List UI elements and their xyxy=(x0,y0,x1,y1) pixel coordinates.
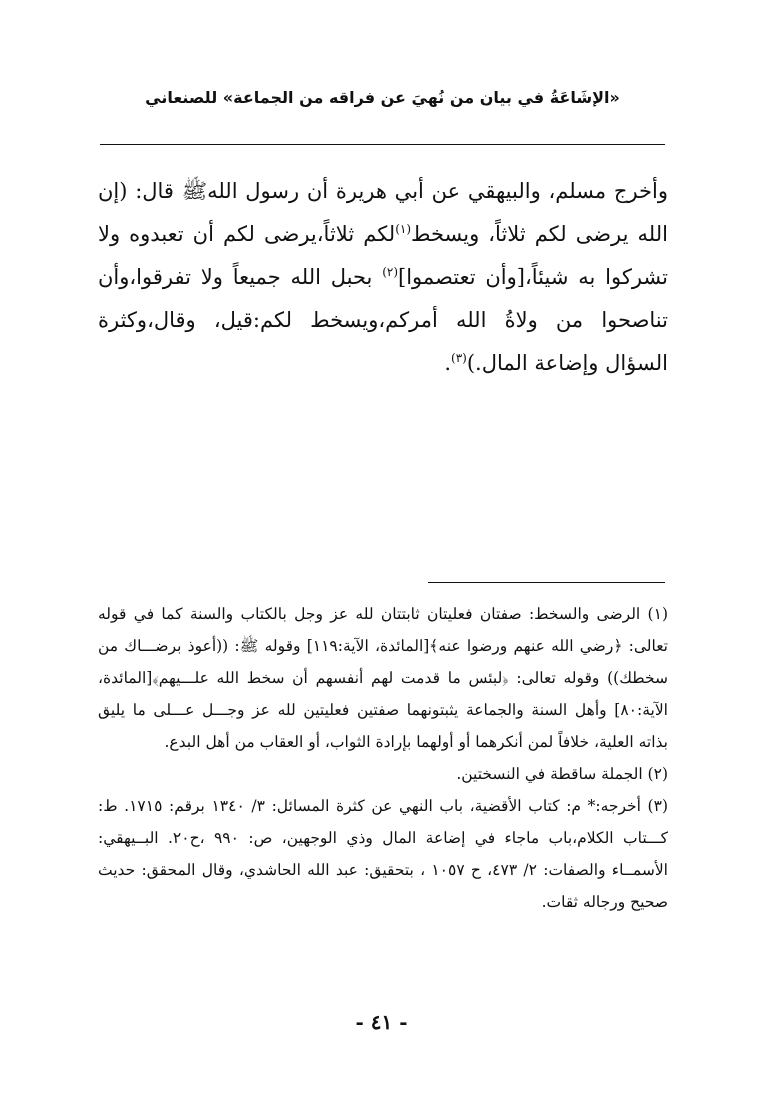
body-line: (إن الله يرضى لكم ثلاثاً، ويسخط xyxy=(98,179,668,246)
footnote: (٢) الجملة ساقطة في النسختين. xyxy=(456,765,668,783)
main-text xyxy=(98,170,668,385)
body-line: وأخرج مسلم، والبيهقي عن أبي هريرة أن رسول اللهﷺ قال: xyxy=(135,179,668,203)
footnote-mark: (٢) xyxy=(382,265,399,279)
footnotes xyxy=(98,598,668,918)
header-rule xyxy=(100,144,665,145)
body-line: بحبل الله جميعاً ولا تفرقوا،وأن تناصحوا xyxy=(98,265,668,332)
body-paragraph xyxy=(98,170,668,385)
footnote-separator xyxy=(428,582,665,583)
footnote: (٣) أخرجه:* م: كتاب الأقضية، باب النهي عن كثرة المسائل: ٣/ ١٣٤٠ برقم: ١٧١٥. ط: كـــتاب الكلام،باب ماجاء في إضاعة المال وذي الوجهين، ص: ٩٩٠ ،ح٢٠. البــيهقي: الأسمــاء والصفات: ٢/ ٤٧٣، ح ١٠٥٧ ، بتحقيق: عبد الله الحاشدي، وقال المحقق: حديث صحيح ورجاله ثقات. xyxy=(98,797,668,911)
body-line: . xyxy=(444,351,451,375)
running-header: «الإشَاعَةُ في بيان من نُهيَ عن فراقه من الجماعة» للصنعاني xyxy=(145,88,620,107)
body-line: تشركوا به شيئاً،[وأن تعتصموا] xyxy=(398,265,668,289)
body-line: المال.) xyxy=(466,351,528,375)
page-number: - ٤١ - xyxy=(355,1010,408,1034)
footnote-mark: (١) xyxy=(395,222,412,236)
footnote-mark: (٣) xyxy=(451,351,467,365)
body-line: لكم ثلاثاً،يرضى لكم أن تعبدوه ولا xyxy=(98,222,396,246)
footnote: (١) الرضى والسخط: صفتان فعليتان ثابتتان لله عز وجل بالكتاب والسنة كما في قوله تعالى: ﴿رضي الله عنهم ورضوا عنه﴾[المائدة، الآية:١١٩] وقوله ﷺ: ((أعوذ برضـــاك من سخطك)) وقوله تعالى: ﴿لبئس ما قدمت لهم أنفسهم أن سخط الله علـــيهم﴾[المائدة، الآية:٨٠] وأهل السنة والجماعة يثبتونهما صفتين فعليتين لله عز وجـــل عـــلى ما يليق بذاته العلية، خلافاً لمن أنكرهما أو أولهما بإرادة الثواب، أو العقاب من أهل البدع. xyxy=(98,605,668,751)
body-line: من ولاةُ الله أمركم،ويسخط لكم:قيل، وقال،وكثرة السؤال وإضاعة xyxy=(98,308,668,375)
